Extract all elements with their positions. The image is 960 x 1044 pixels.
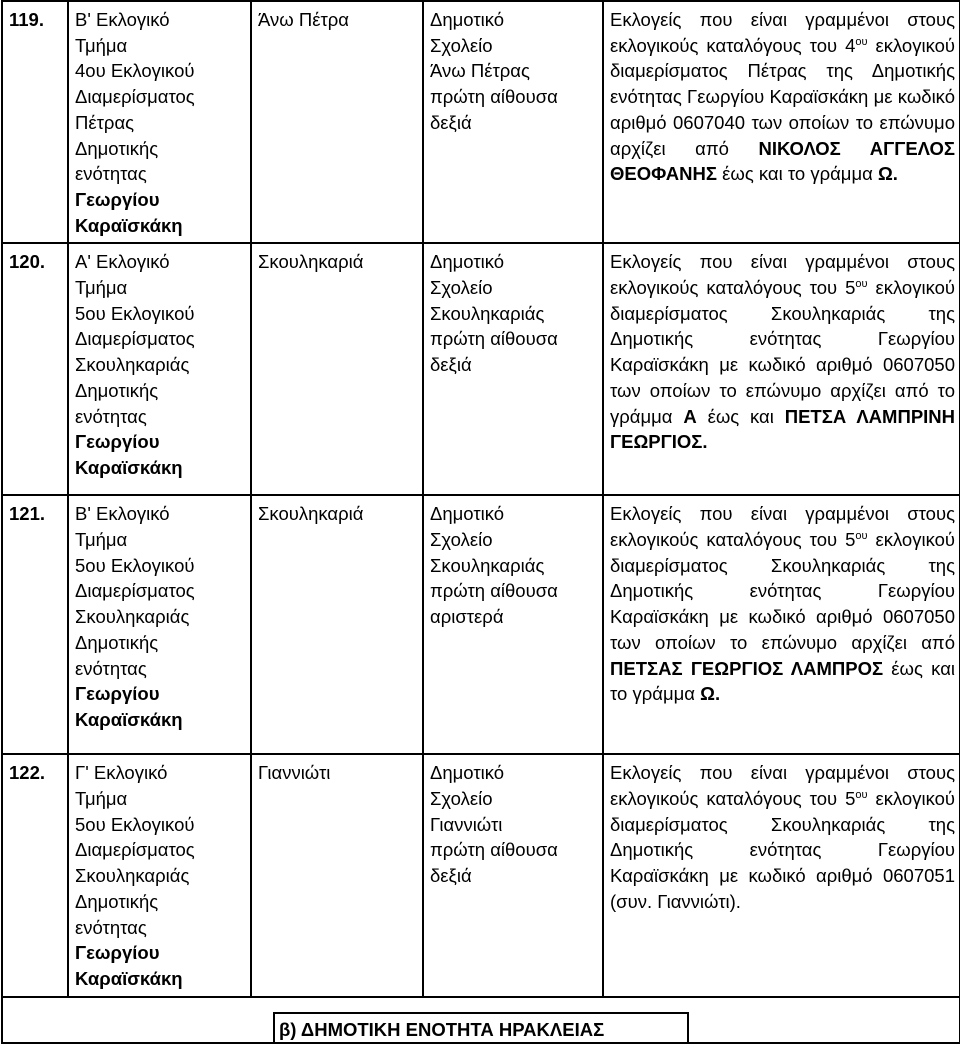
location-cell: Σκουληκαριά [251, 495, 423, 754]
row-number: 122. [2, 754, 68, 996]
ordinal-superscript: ου [855, 35, 868, 48]
section-cell [68, 243, 251, 495]
venue-cell [423, 1, 603, 243]
section-line: 5ου Εκλογικού [75, 554, 195, 576]
section-line: Β' Εκλογικό [75, 9, 170, 30]
description-text: εκλογικού διαμερίσματος Σκουληκαριάς της Δημοτικής ενότητας Γεωργίου Καραϊσκάκη με κωδικό αριθμό 0607051 (συν. Γιαννιώτι). [610, 788, 955, 912]
venue-line: Δημοτικό [430, 503, 505, 525]
footer-row [2, 997, 960, 1043]
venue-cell [423, 754, 603, 996]
description-bold-text: Α [683, 405, 697, 427]
section-line: Δημοτικής [75, 631, 159, 653]
section-line: Α' Εκλογικό [75, 251, 170, 273]
ordinal-superscript: ου [855, 530, 868, 543]
venue-line: πρώτη αίθουσα [430, 86, 558, 108]
venue-line: δεξιά [430, 354, 472, 376]
venue-cell [423, 495, 603, 754]
section-cell [68, 495, 251, 754]
section-line: Σκουληκαριάς [75, 865, 190, 887]
table-body [2, 1, 960, 1043]
description-text: έως και το γράμμα [717, 163, 878, 185]
venue-line: Δημοτικό [430, 762, 505, 784]
section-line: 4ου Εκλογικού [75, 60, 195, 82]
voters-description-cell [603, 754, 960, 996]
venue-line: Σχολείο [430, 34, 493, 56]
footer-cell [2, 997, 960, 1043]
section-line: Σκουληκαριάς [75, 606, 190, 628]
table-row [2, 754, 960, 996]
venue-line: Σχολείο [430, 277, 493, 299]
ordinal-superscript: ου [855, 278, 868, 291]
description-text: Εκλογείς που είναι γραμμένοι στους εκλογικούς καταλόγους του 5 [610, 251, 955, 299]
section-line: 5ου Εκλογικού [75, 813, 195, 835]
section-line-bold: Γεωργίου [75, 431, 160, 453]
description-bold-text: ΠΕΤΣΑΣ ΓΕΩΡΓΙΟΣ ΛΑΜΠΡΟΣ [610, 657, 884, 679]
section-line: Διαμερίσματος [75, 86, 195, 108]
venue-line: πρώτη αίθουσα [430, 839, 558, 861]
venue-line: Δημοτικό [430, 9, 505, 30]
venue-line: Άνω Πέτρας [430, 60, 530, 82]
description-bold-text: Ω. [877, 163, 898, 185]
venue-cell [423, 243, 603, 495]
section-line: Διαμερίσματος [75, 328, 195, 350]
description-text: έως και [696, 405, 785, 427]
description-text: Εκλογείς που είναι γραμμένοι στους εκλογικούς καταλόγους του 5 [610, 762, 955, 810]
voters-description-cell [603, 1, 960, 243]
section-line: Δημοτικής [75, 137, 159, 159]
description-text: Εκλογείς που είναι γραμμένοι στους εκλογικούς καταλόγους του 5 [610, 503, 955, 551]
ordinal-superscript: ου [855, 789, 868, 802]
polling-stations-table [1, 0, 960, 1044]
section-cell [68, 1, 251, 243]
venue-line: Σχολείο [430, 788, 493, 810]
section-line-bold: Καραϊσκάκη [75, 456, 183, 478]
voters-description-cell [603, 495, 960, 754]
description-text: εκλογικού διαμερίσματος Σκουληκαριάς της Δημοτικής ενότητας Γεωργίου Καραϊσκάκη με κωδικό αριθμό 0607050 των οποίων το επώνυμο αρχίζει από το γράμμα [610, 277, 955, 427]
section-line: ενότητας [75, 405, 147, 427]
table-row [2, 1, 960, 243]
voters-description-cell [603, 243, 960, 495]
table-row [2, 495, 960, 754]
section-line: Γ' Εκλογικό [75, 762, 168, 784]
description-text: εκλογικού διαμερίσματος Πέτρας της Δημοτικής ενότητας Γεωργίου Καραϊσκάκη με κωδικό αριθμό 0607040 των οποίων το επώνυμο αρχίζει από [610, 34, 955, 159]
section-line: Δημοτικής [75, 890, 159, 912]
section-line-bold: Γεωργίου [75, 188, 160, 210]
description-text: έως και το γράμμα [610, 657, 955, 705]
section-line: Β' Εκλογικό [75, 503, 170, 525]
venue-line: Σκουληκαριάς [430, 554, 545, 576]
location-cell: Σκουληκαριά [251, 243, 423, 495]
row-number: 120. [2, 243, 68, 495]
venue-line: Γιαννιώτι [430, 813, 503, 835]
section-line: 5ου Εκλογικού [75, 302, 195, 324]
section-line: Τμήμα [75, 529, 128, 551]
section-line-bold: Γεωργίου [75, 942, 160, 964]
description-text: Εκλογείς που είναι γραμμένοι στους εκλογικούς καταλόγους του 4 [610, 9, 955, 56]
table-row [2, 243, 960, 495]
venue-line: πρώτη αίθουσα [430, 328, 558, 350]
venue-line: Σκουληκαριάς [430, 302, 545, 324]
row-number: 121. [2, 495, 68, 754]
venue-line: Δημοτικό [430, 251, 505, 273]
venue-line: αριστερά [430, 606, 504, 628]
section-line: ενότητας [75, 916, 147, 938]
section-line-bold: Καραϊσκάκη [75, 214, 183, 236]
section-heading: β) ΔΗΜΟΤΙΚΗ ΕΝΟΤΗΤΑ ΗΡΑΚΛΕΙΑΣ [273, 1012, 689, 1042]
venue-line: δεξιά [430, 111, 472, 133]
venue-line: δεξιά [430, 865, 472, 887]
venue-line: Σχολείο [430, 529, 493, 551]
section-line-bold: Γεωργίου [75, 683, 160, 705]
location-cell: Άνω Πέτρα [251, 1, 423, 243]
section-cell [68, 754, 251, 996]
section-line: Τμήμα [75, 277, 128, 299]
section-line: Τμήμα [75, 788, 128, 810]
description-bold-text: ΠΕΤΣΑ ΛΑΜΠΡΙΝΗ ΓΕΩΡΓΙΟΣ. [610, 405, 956, 453]
section-line: Τμήμα [75, 34, 128, 56]
section-line-bold: Καραϊσκάκη [75, 967, 183, 989]
description-bold-text: Ω. [700, 683, 721, 705]
section-line: Πέτρας [75, 111, 135, 133]
section-line: Δημοτικής [75, 379, 159, 401]
section-line: Σκουληκαριάς [75, 354, 190, 376]
description-text: εκλογικού διαμερίσματος Σκουληκαριάς της Δημοτικής ενότητας Γεωργίου Καραϊσκάκη με κωδικό αριθμό 0607050 των οποίων το επώνυμο αρχίζει από [610, 529, 955, 653]
section-line-bold: Καραϊσκάκη [75, 708, 183, 730]
section-line: Διαμερίσματος [75, 580, 195, 602]
row-number: 119. [2, 1, 68, 243]
description-bold-text: ΝΙΚΟΛΟΣ ΑΓΓΕΛΟΣ ΘΕΟΦΑΝΗΣ [610, 137, 955, 185]
section-line: ενότητας [75, 657, 147, 679]
section-line: Διαμερίσματος [75, 839, 195, 861]
location-cell: Γιαννιώτι [251, 754, 423, 996]
venue-line: πρώτη αίθουσα [430, 580, 558, 602]
section-line: ενότητας [75, 163, 147, 185]
